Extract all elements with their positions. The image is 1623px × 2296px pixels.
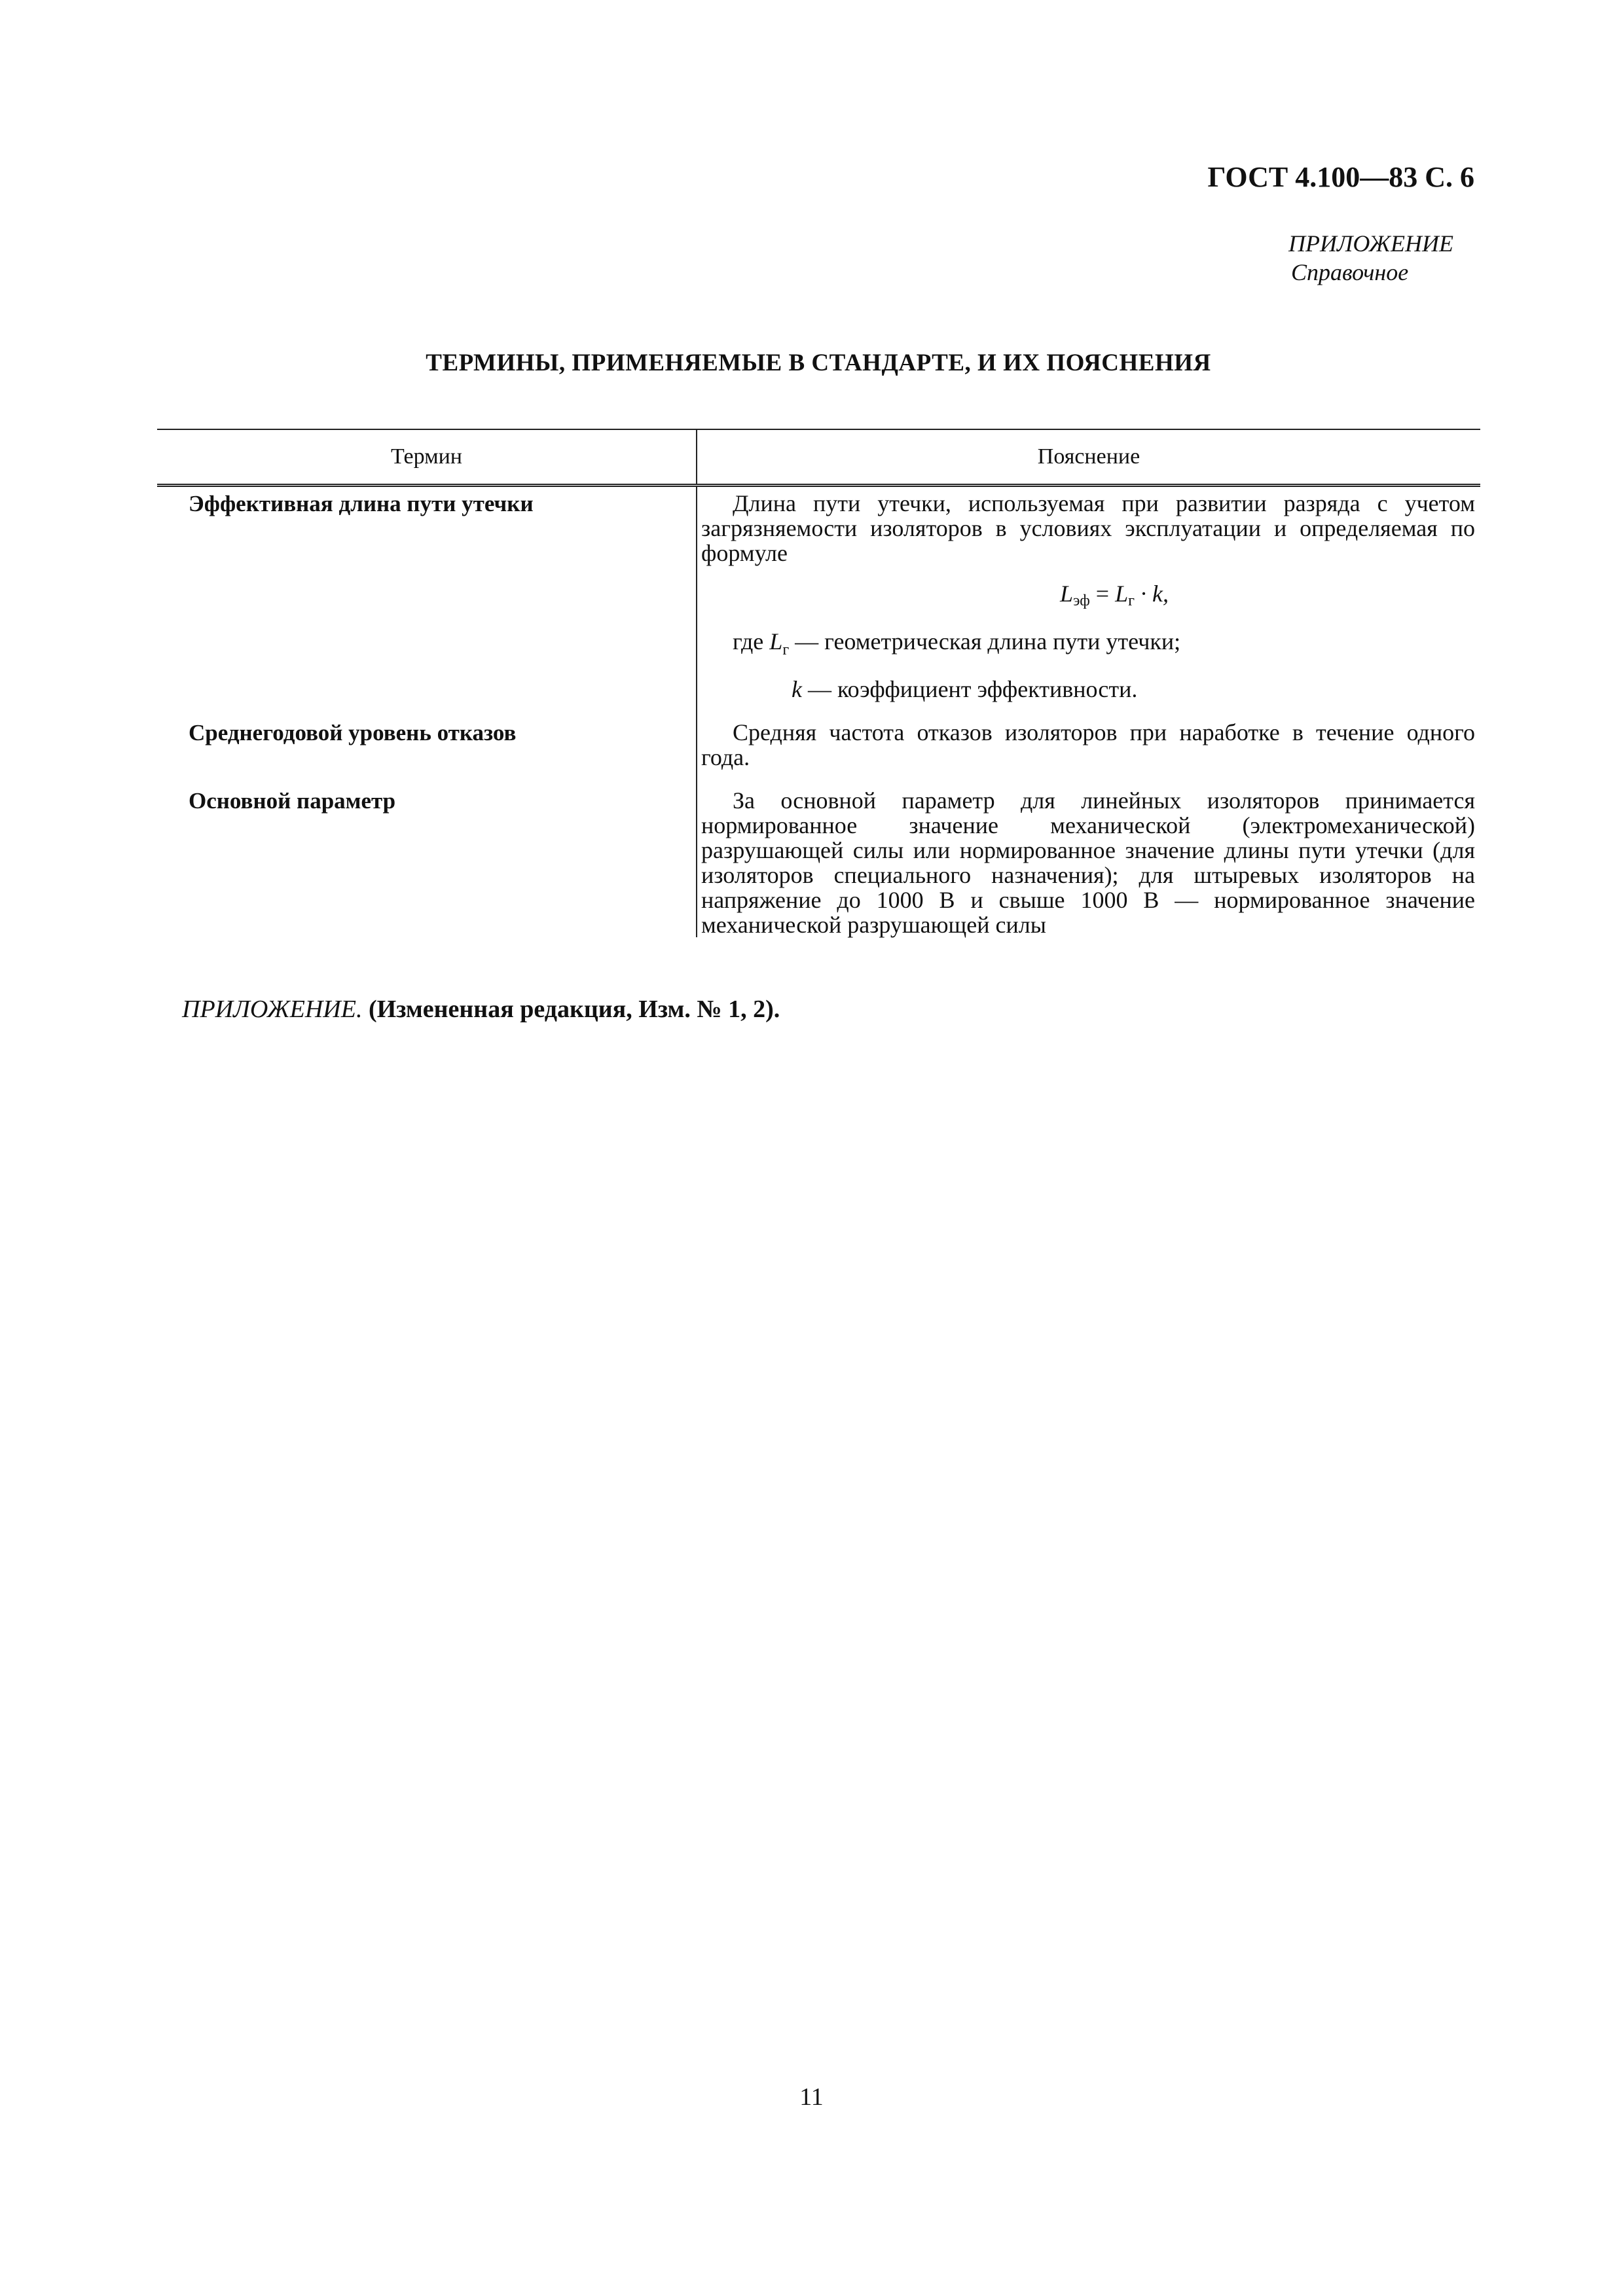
term-cell: Среднегодовой уровень отказов: [157, 716, 697, 770]
appendix-label: ПРИЛОЖЕНИЕ: [1288, 230, 1453, 257]
legend-prefix: где: [733, 628, 770, 655]
document-code: ГОСТ 4.100—83 С. 6: [1207, 161, 1474, 193]
legend-variable: L: [769, 628, 783, 655]
row-spacer: [157, 770, 1480, 788]
table-header-row: [157, 429, 1480, 486]
table-row: [157, 788, 1480, 937]
explanation-cell: [697, 716, 1480, 770]
formula-tail: · k,: [1134, 581, 1169, 607]
table-row: [157, 486, 1480, 717]
page-title: ТЕРМИНЫ, ПРИМЕНЯЕМЫЕ В СТАНДАРТЕ, И ИХ ПОЯСНЕНИЯ: [426, 350, 1211, 376]
amendment-note: [182, 995, 780, 1024]
legend-text: — геометрическая длина пути утечки;: [789, 628, 1181, 655]
formula-rhs-sub: г: [1128, 592, 1135, 609]
appendix-type: Справочное: [1291, 259, 1409, 285]
column-header-term: Термин: [157, 429, 697, 486]
terms-table: [157, 429, 1480, 937]
formula-legend-1: [733, 629, 1475, 662]
amendment-text: (Измененная редакция, Изм. № 1, 2).: [362, 996, 780, 1023]
appendix-label-block: [1288, 229, 1453, 287]
table-row: [157, 716, 1480, 770]
column-header-explanation: Пояснение: [697, 429, 1480, 486]
term-cell: Основной параметр: [157, 788, 697, 937]
explanation-cell: [697, 788, 1480, 937]
formula-equals: =: [1089, 581, 1116, 607]
page-number: 11: [799, 2083, 824, 2111]
legend-variable-sub: г: [782, 641, 790, 659]
explanation-text: Средняя частота отказов изоляторов при наработке в течение одного года.: [701, 719, 1475, 771]
formula-legend-2: [792, 677, 1475, 702]
amendment-label: ПРИЛОЖЕНИЕ.: [182, 996, 363, 1023]
formula-rhs: L: [1115, 581, 1129, 607]
formula-lhs: L: [1060, 581, 1074, 607]
spacer-cell: [157, 770, 697, 788]
formula: [701, 581, 1475, 613]
legend-text: — коэффициент эффективности.: [801, 676, 1138, 703]
explanation-text: За основной параметр для линейных изоляторов принимается нормированное значение механической (электромеханической) разрушающей силы или нормированное значение длины пути утечки (для изоляторов специального назначения); для штыревых изоляторов на напряжение до 1000 В и свыше 1000 В — нормированное значение механической разрушающей силы: [701, 787, 1475, 939]
term-cell: Эффективная длина пути утечки: [157, 486, 697, 717]
explanation-cell: [697, 486, 1480, 717]
spacer-cell: [697, 770, 1480, 788]
formula-lhs-sub: эф: [1073, 592, 1090, 609]
explanation-text: Длина пути утечки, используемая при развитии разряда с учетом загрязняемости изоляторов в условиях эксплуатации и определяемая по формуле: [701, 490, 1475, 566]
legend-variable: k: [792, 676, 802, 703]
